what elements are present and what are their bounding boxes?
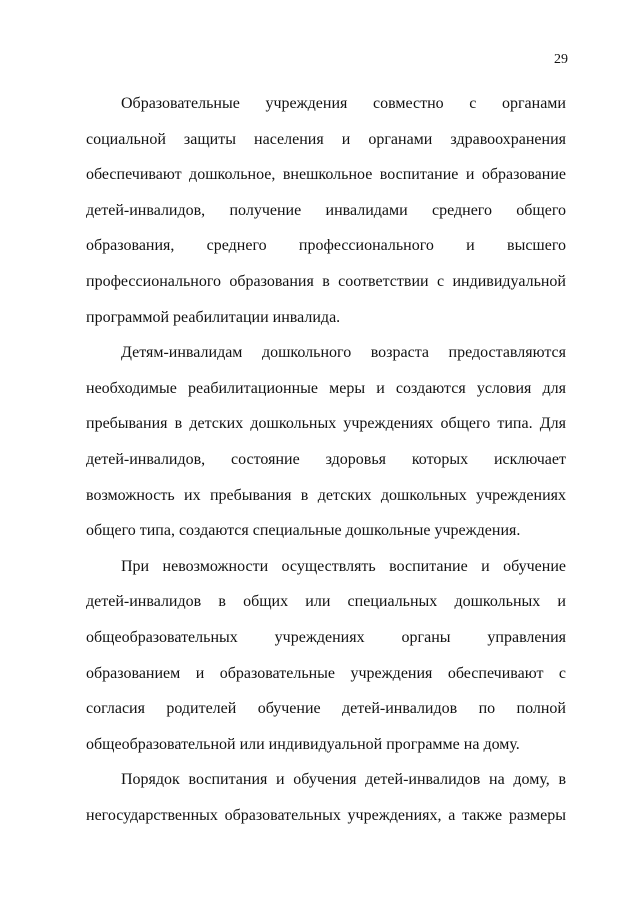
text-line: образования, среднего профессионального и высшего <box>86 237 566 255</box>
text-line: возможность их пребывания в детских дошкольных учреждениях <box>86 486 566 504</box>
text-line: программой реабилитации инвалида. <box>86 308 341 326</box>
paragraph-3 <box>86 549 566 763</box>
text-line: необходимые реабилитационные меры и создаются условия для <box>86 379 566 397</box>
text-line: Порядок воспитания и обучения детей-инвалидов на дому, в <box>121 771 566 789</box>
text-line: согласия родителей обучение детей-инвалидов по полной <box>86 700 566 718</box>
text-line: негосударственных образовательных учреждениях, а также размеры <box>86 806 566 824</box>
paragraph-2 <box>86 335 566 549</box>
text-line: общеобразовательной или индивидуальной программе на дому. <box>86 735 520 753</box>
text-line: детей-инвалидов, получение инвалидами среднего общего <box>86 201 566 219</box>
text-line: обеспечивают дошкольное, внешкольное воспитание и образование <box>86 166 566 184</box>
text-line: профессионального образования в соответствии с индивидуальной <box>86 272 566 290</box>
document-body <box>86 86 566 833</box>
text-line: образованием и образовательные учреждения обеспечивают с <box>86 664 566 682</box>
text-line: При невозможности осуществлять воспитание и обучение <box>121 557 566 575</box>
text-line: детей-инвалидов, состояние здоровья которых исключает <box>86 450 566 468</box>
text-line: Детям-инвалидам дошкольного возраста предоставляются <box>121 344 566 362</box>
text-line: Образовательные учреждения совместно с органами <box>121 95 566 112</box>
paragraph-1 <box>86 86 566 335</box>
paragraph-4 <box>86 762 566 833</box>
page-number: 29 <box>554 52 568 67</box>
text-line: общего типа, создаются специальные дошкольные учреждения. <box>86 522 521 540</box>
text-line: общеобразовательных учреждениях органы управления <box>86 628 566 646</box>
text-line: детей-инвалидов в общих или специальных дошкольных и <box>86 593 566 611</box>
text-line: пребывания в детских дошкольных учреждениях общего типа. Для <box>86 415 566 433</box>
text-line: социальной защиты населения и органами здравоохранения <box>86 130 566 148</box>
